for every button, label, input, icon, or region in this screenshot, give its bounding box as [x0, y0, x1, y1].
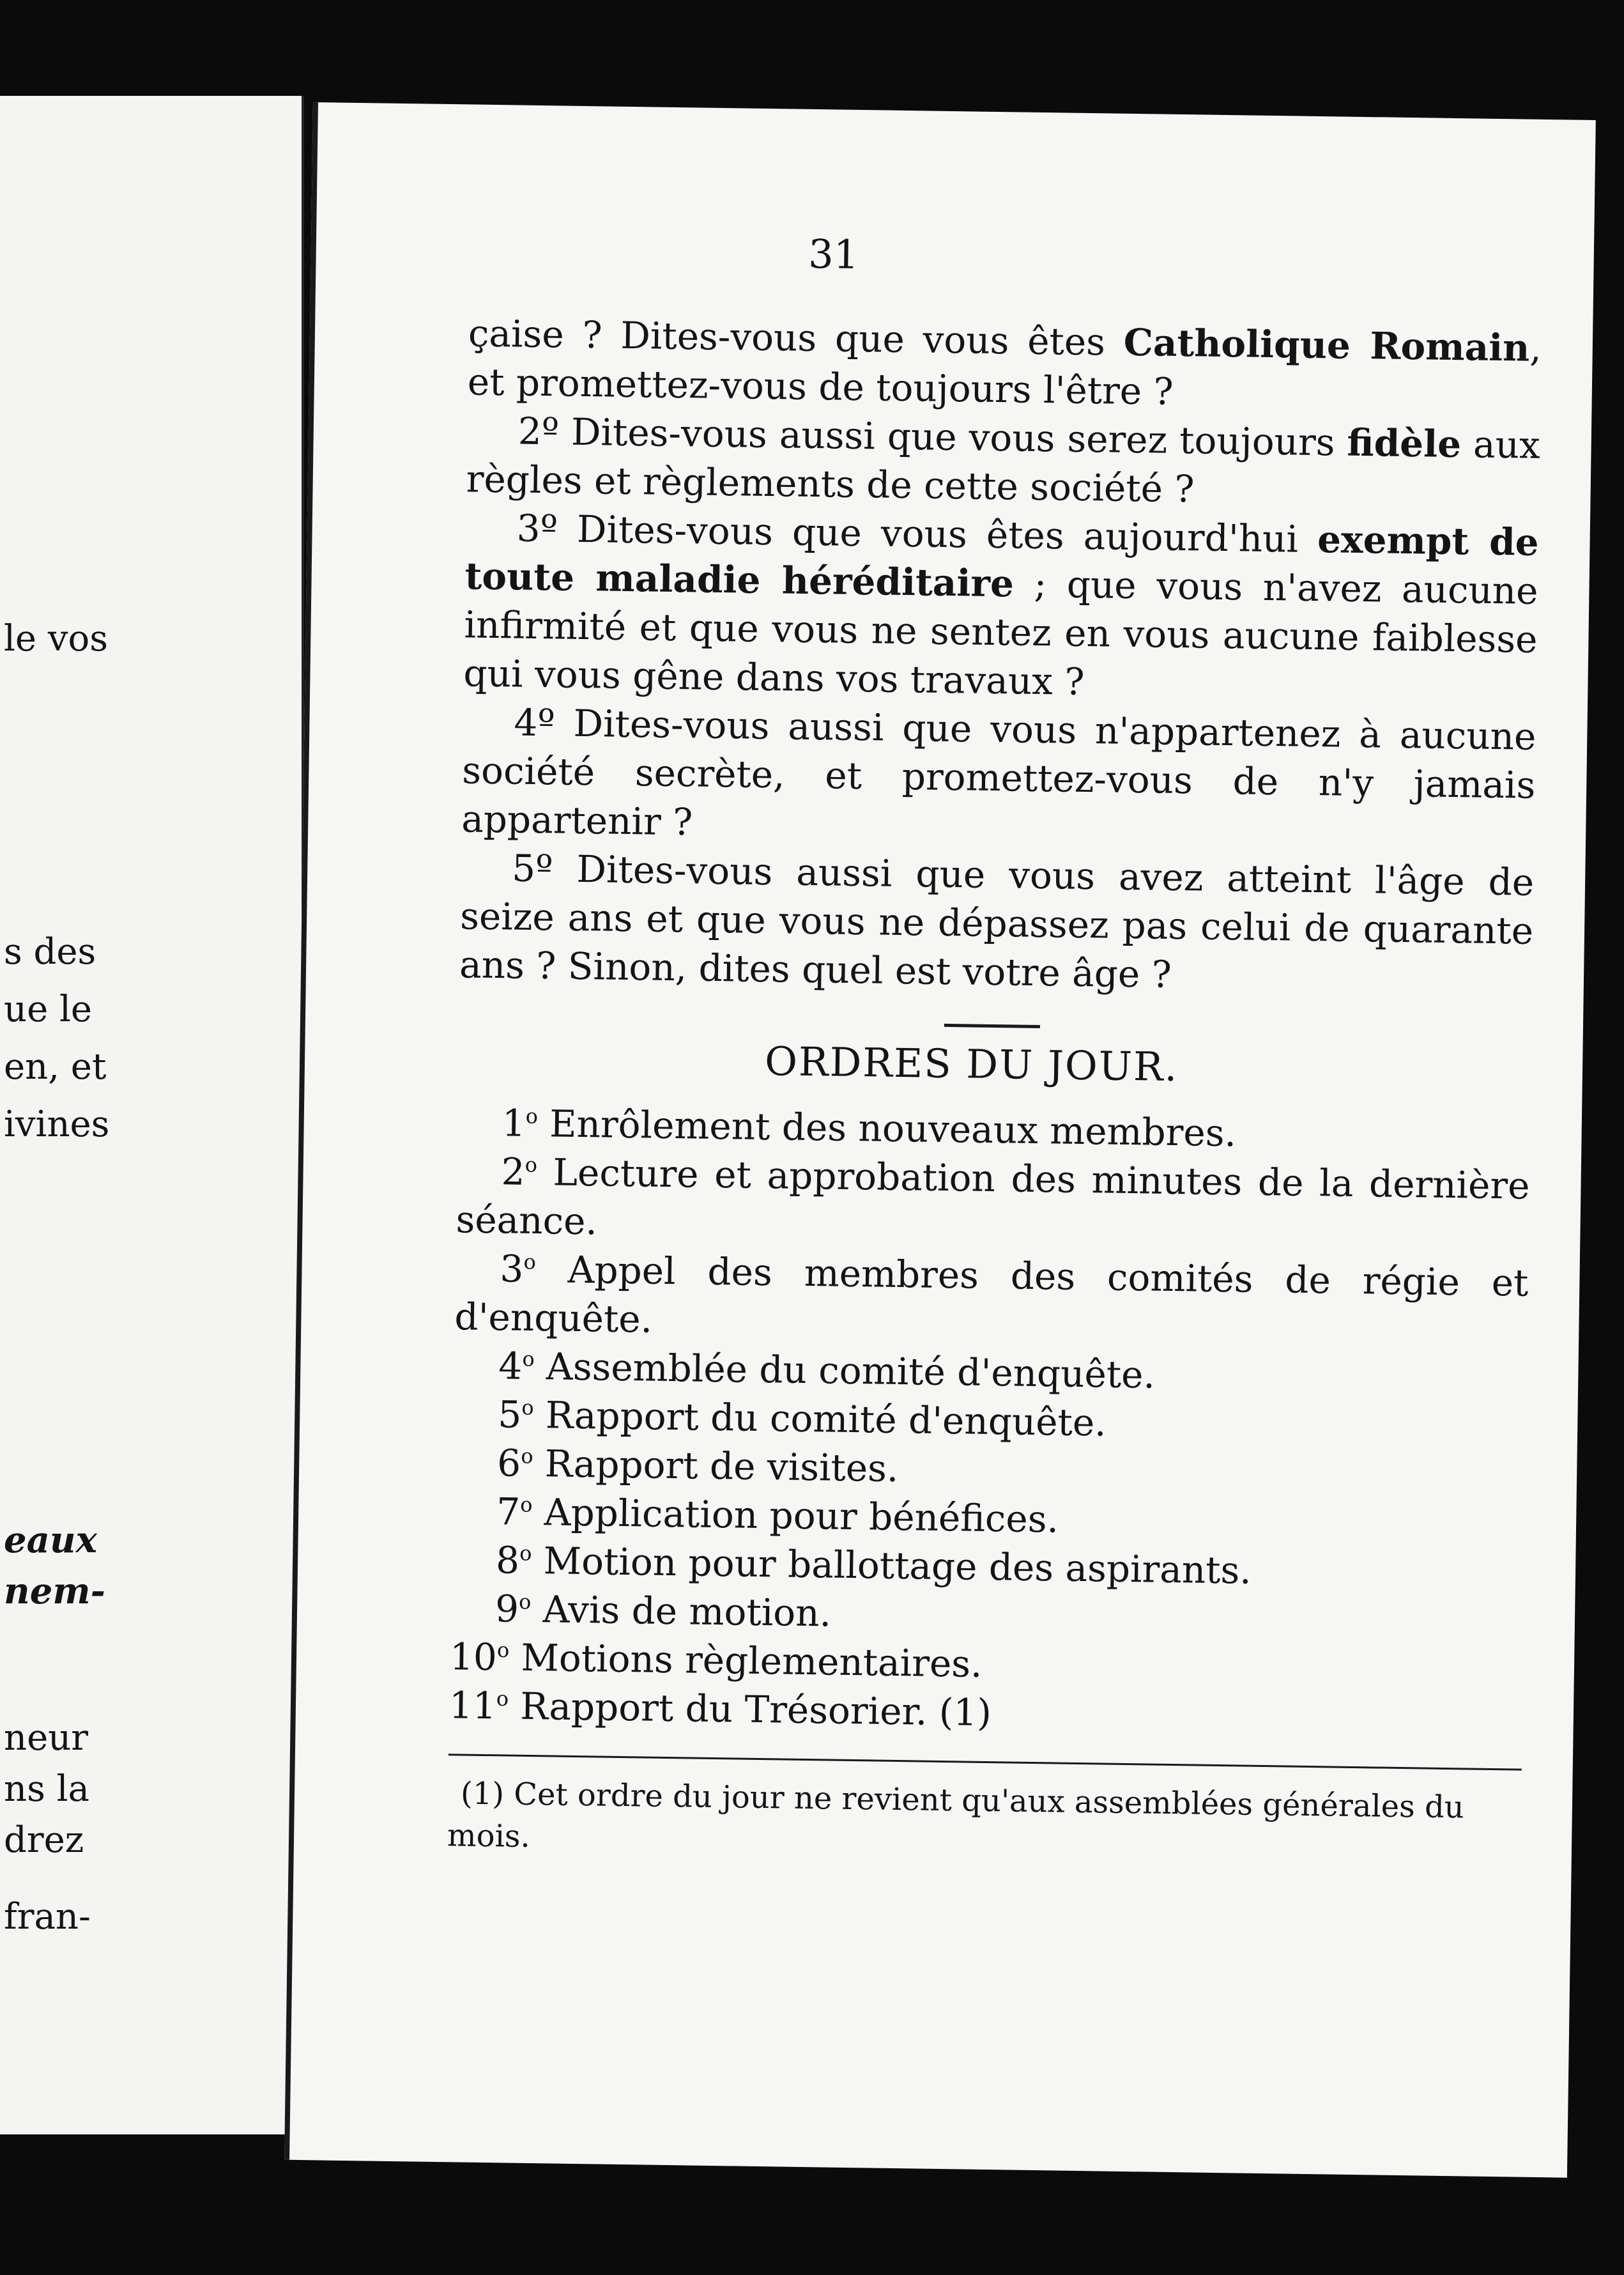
- question-paragraph: çaise ? Dites-vous que vous êtes Catholique Romain, et promettez-vous de toujours l'être ?: [467, 311, 1542, 413]
- ordinal-suffix: o: [525, 1104, 539, 1129]
- left-page-fragment: nem-: [4, 1570, 105, 1612]
- section-title: ORDRES DU JOUR.: [764, 1038, 1179, 1091]
- order-number: 9: [494, 1587, 519, 1631]
- left-page-fragment: ivines: [4, 1104, 110, 1145]
- left-page: [0, 96, 304, 2134]
- question-paragraph: 5º Dites-vous aussi que vous avez atteint l'âge de seize ans et que vous ne dépassez pas celui de quarante ans ? Sinon, dites quel est votre âge ?: [459, 846, 1535, 996]
- order-number: 1: [502, 1101, 526, 1145]
- ordinal-suffix: o: [496, 1637, 510, 1663]
- ordinal-suffix: o: [519, 1541, 532, 1566]
- ordinal-suffix: o: [521, 1395, 534, 1420]
- ordinal-suffix: o: [523, 1249, 537, 1274]
- order-text: Rapport du Trésorier. (1): [519, 1684, 992, 1735]
- order-number: 5: [497, 1392, 522, 1437]
- left-page-fragment: neur: [4, 1717, 89, 1759]
- order-text: Appel des membres des comités de régie et d'enquête.: [454, 1247, 1529, 1341]
- left-page-fragment: eaux: [4, 1519, 98, 1561]
- page-number: 31: [808, 230, 859, 278]
- order-item: [454, 1244, 1529, 1355]
- order-item: [456, 1146, 1530, 1258]
- footnote-rule: [448, 1754, 1522, 1770]
- left-page-fragment: en, et: [4, 1046, 107, 1088]
- ordinal-suffix: o: [522, 1346, 535, 1371]
- ordinal-suffix: o: [496, 1686, 509, 1711]
- order-number: 2: [501, 1150, 526, 1194]
- order-text: Lecture et approbation des minutes de la dernière séance.: [456, 1150, 1530, 1244]
- question-paragraph: 3º Dites-vous que vous êtes aujourd'hui exempt de toute maladie héréditaire ; que vous n'avez aucune infirmité et que vous ne sentez en vous aucune faiblesse qui vous gêne dans vos travaux ?: [463, 506, 1540, 704]
- question-paragraph: 4º Dites-vous aussi que vous n'appartenez à aucune société secrète, et promettez-vous de n'y jamais appartenir ?: [461, 700, 1536, 844]
- order-text: Application pour bénéfices.: [544, 1490, 1059, 1541]
- order-number: 4: [498, 1344, 523, 1388]
- footnote: (1) Cet ordre du jour ne revient qu'aux assemblées générales du mois.: [447, 1775, 1465, 1855]
- order-text: Enrôlement des nouveaux membres.: [549, 1102, 1237, 1155]
- left-page-fragment: s des: [4, 931, 96, 973]
- order-number: 11: [448, 1683, 497, 1728]
- left-page-fragment: fran-: [4, 1896, 91, 1938]
- left-page-fragment: ue le: [4, 989, 93, 1030]
- order-number: 8: [495, 1538, 520, 1582]
- right-page: [284, 102, 1596, 2178]
- ordinal-suffix: o: [518, 1589, 532, 1614]
- left-page-fragment: drez: [4, 1819, 84, 1861]
- order-number: 10: [449, 1635, 498, 1679]
- order-text: Assemblée du comité d'enquête.: [546, 1345, 1156, 1397]
- text-block: [447, 309, 1542, 1871]
- order-number: 7: [496, 1490, 521, 1534]
- order-text: Avis de motion.: [542, 1587, 832, 1635]
- ordinal-suffix: o: [521, 1444, 533, 1469]
- orders-list: [448, 1098, 1531, 1744]
- order-text: Motion pour ballottage des aspirants.: [543, 1539, 1252, 1592]
- order-text: Rapport de visites.: [544, 1442, 899, 1490]
- question-paragraph: 2º Dites-vous aussi que vous serez toujours fidèle aux règles et règlements de cette société ?: [466, 409, 1541, 511]
- ordinal-suffix: o: [520, 1492, 533, 1517]
- section-divider: [944, 1024, 1040, 1028]
- left-page-fragment: le vos: [4, 618, 108, 659]
- order-text: Rapport du comité d'enquête.: [545, 1393, 1107, 1445]
- ordinal-suffix: o: [525, 1152, 538, 1177]
- left-page-fragment: ns la: [4, 1768, 89, 1810]
- order-text: Motions règlementaires.: [521, 1635, 983, 1686]
- order-number: 3: [500, 1247, 524, 1291]
- order-number: 6: [496, 1441, 521, 1485]
